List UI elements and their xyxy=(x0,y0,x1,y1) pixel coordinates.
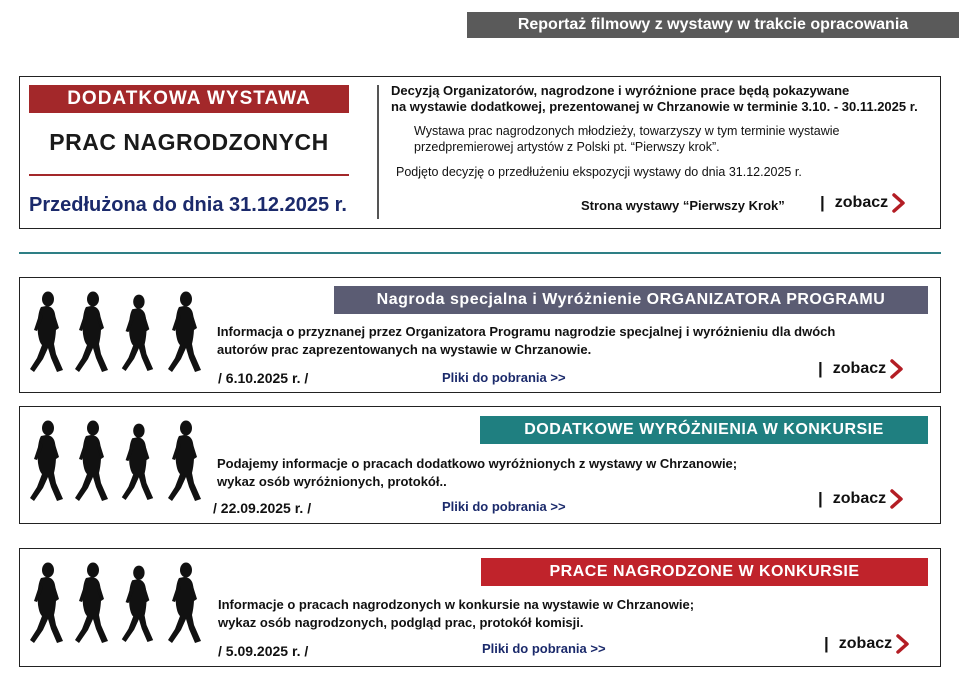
chevron-right-icon xyxy=(892,193,906,213)
additional-distinctions-banner: DODATKOWE WYRÓŻNIENIA W KONKURSIE xyxy=(480,416,928,444)
special-award-downloads-link[interactable]: Pliki do pobrania >> xyxy=(442,370,566,385)
section-divider xyxy=(19,252,941,254)
separator-bar: | xyxy=(818,489,823,508)
special-award-banner: Nagroda specjalna i Wyróżnienie ORGANIZATORA PROGRAMU xyxy=(334,286,928,314)
chevron-right-icon xyxy=(890,359,904,379)
top-notice-banner: Reportaż filmowy z wystawy w trakcie opracowania xyxy=(467,12,959,38)
chevron-right-icon xyxy=(890,489,904,509)
see-label: zobacz xyxy=(832,490,887,507)
extended-until-text: Przedłużona do dnia 31.12.2025 r. xyxy=(29,194,347,216)
special-award-info: Informacja o przyznanej przez Organizatora Programu nagrodzie specjalnej i wyróżnieniu dla dwóch autorów prac zaprezentowanych na wystawie w Chrzanowie. xyxy=(217,324,836,357)
separator-bar: | xyxy=(820,193,825,212)
chevron-right-icon xyxy=(896,634,910,654)
additional-distinctions-see-link[interactable] xyxy=(818,489,904,509)
special-award-see-link[interactable] xyxy=(818,359,904,379)
awarded-works-date: / 5.09.2025 r. / xyxy=(218,643,309,659)
additional-distinctions-panel xyxy=(19,406,941,524)
awarded-works-panel xyxy=(19,548,941,667)
awarded-works-banner: PRACE NAGRODZONE W KONKURSIE xyxy=(481,558,928,586)
exhibition-site-label: Strona wystawy “Pierwszy Krok” xyxy=(581,198,785,213)
additional-exhibition-panel xyxy=(19,76,941,229)
awarded-works-info: Informacje o pracach nagrodzonych w konkursie na wystawie w Chrzanowie; wykaz osób nagrodzonych, podgląd prac, protokół komisji. xyxy=(218,597,695,630)
separator-bar: | xyxy=(818,359,823,378)
additional-exhibition-banner: DODATKOWA WYSTAWA xyxy=(29,85,349,113)
see-label: zobacz xyxy=(838,635,893,652)
see-label: zobacz xyxy=(834,194,889,211)
special-award-panel xyxy=(19,277,941,393)
awarded-works-downloads-link[interactable]: Pliki do pobrania >> xyxy=(482,641,606,656)
awarded-works-title: PRAC NAGRODZONYCH xyxy=(49,129,329,155)
extension-note: Podjęto decyzję o przedłużeniu ekspozycji wystawy do dnia 31.12.2025 r. xyxy=(396,165,802,179)
walking-people-icon xyxy=(26,419,206,505)
exhibition-description: Wystawa prac nagrodzonych młodzieży, towarzyszy w tym terminie wystawie przedpremierowej artystów z Polski pt. “Pierwszy krok”. xyxy=(414,124,840,154)
exhibition-see-link[interactable] xyxy=(820,193,906,213)
walking-people-icon xyxy=(26,561,206,647)
organizers-decision-text: Decyzją Organizatorów, nagrodzone i wyróżnione prace będą pokazywane na wystawie dodatkowej, prezentowanej w Chrzanowie w terminie 3.10. - 30.11.2025 r. xyxy=(391,83,918,114)
vertical-divider xyxy=(377,85,379,219)
additional-distinctions-info: Podajemy informacje o pracach dodatkowo wyróżnionych z wystawy w Chrzanowie; wykaz osób wyróżnionych, protokół.. xyxy=(217,456,738,489)
additional-distinctions-downloads-link[interactable]: Pliki do pobrania >> xyxy=(442,499,566,514)
separator-bar: | xyxy=(824,634,829,653)
see-label: zobacz xyxy=(832,360,887,377)
walking-people-icon xyxy=(26,290,206,376)
special-award-date: / 6.10.2025 r. / xyxy=(218,370,309,386)
additional-distinctions-date: / 22.09.2025 r. / xyxy=(213,500,312,516)
title-divider xyxy=(29,174,349,176)
awarded-works-see-link[interactable] xyxy=(824,634,910,654)
